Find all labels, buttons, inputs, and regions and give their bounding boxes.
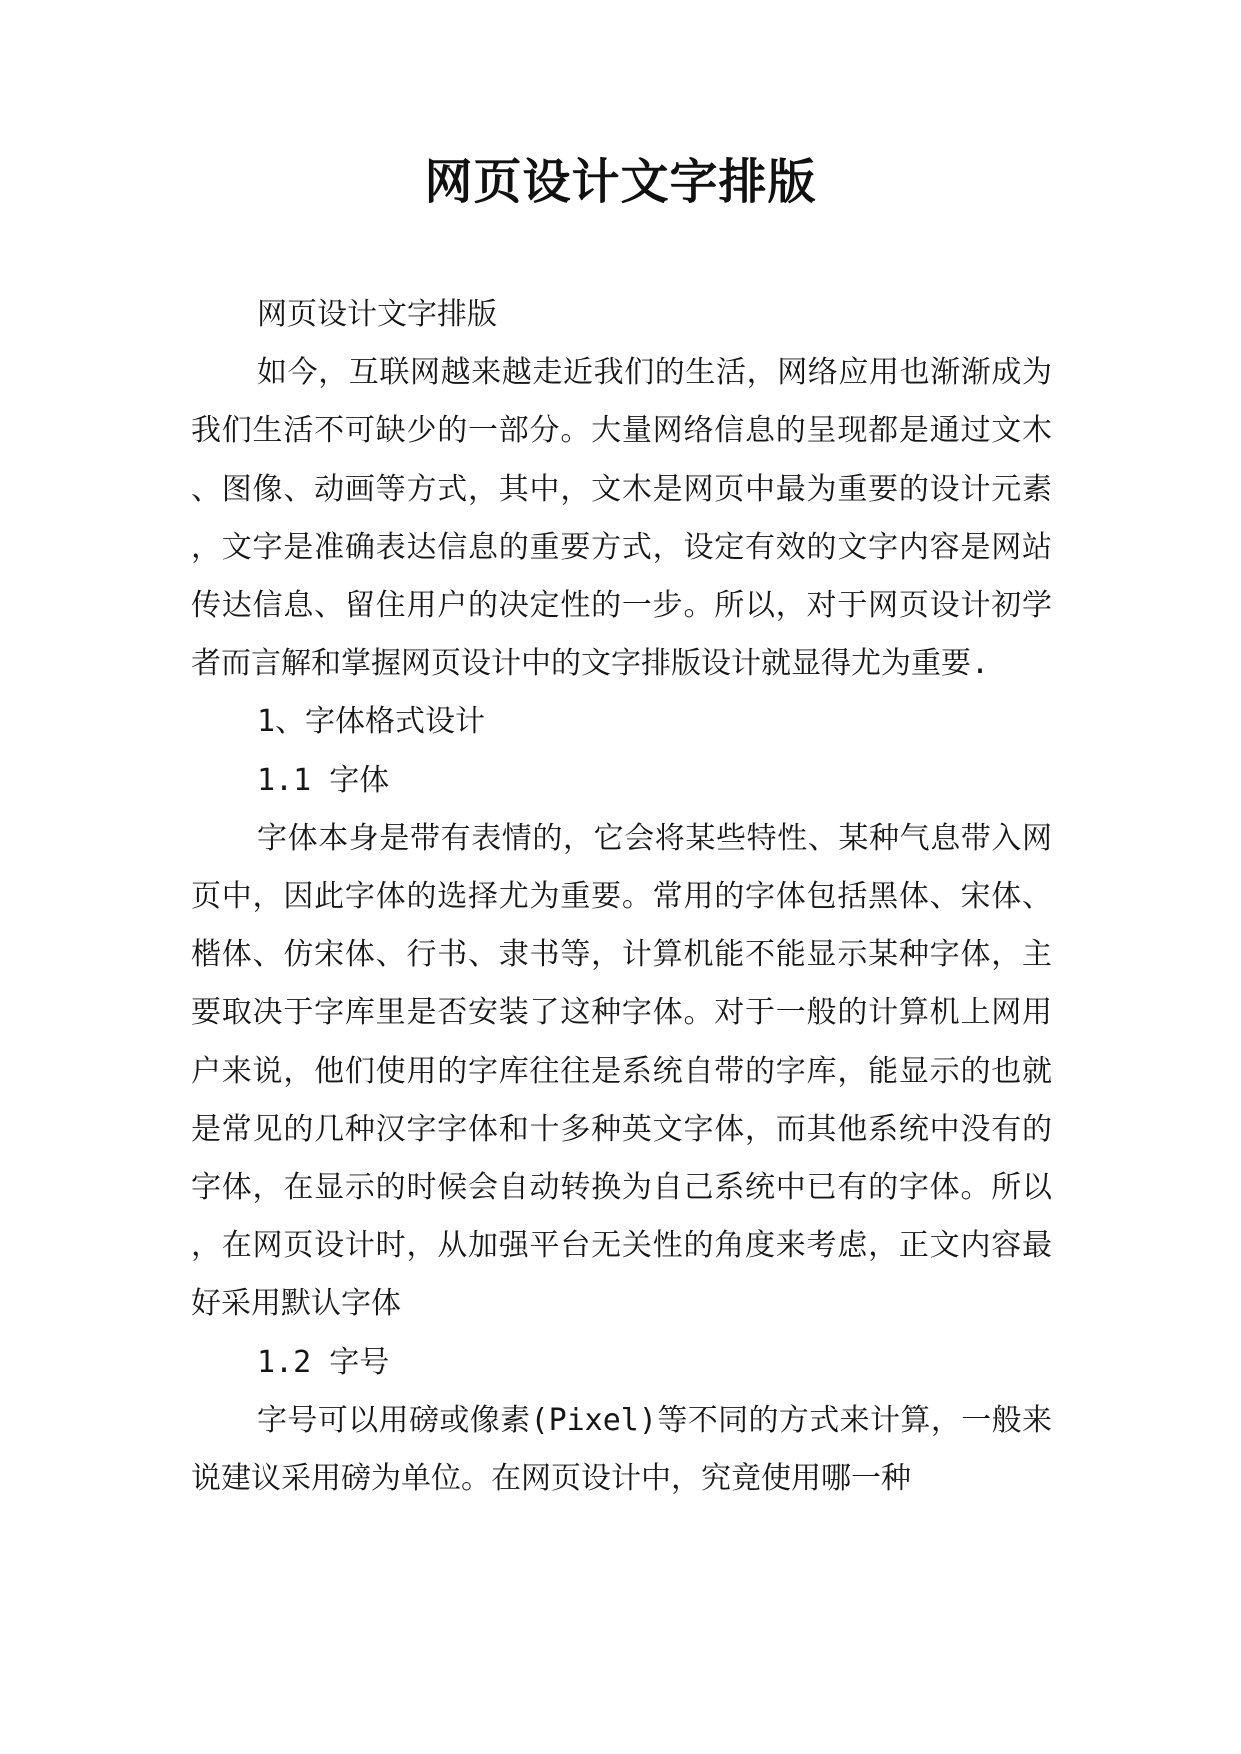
paragraph-font-size: 字号可以用磅或像素(Pixel)等不同的方式来计算，一般来说建议采用磅为单位。在网页设计中，究竟使用哪一种	[191, 1402, 1052, 1497]
paragraph-subtitle: 网页设计文字排版	[257, 297, 497, 332]
section-heading-font-format: 1、字体格式设计	[257, 704, 486, 740]
subsection-heading-font: 1.1 字体	[257, 762, 390, 798]
document-body	[191, 286, 1052, 1508]
subsection-heading-font-size: 1.2 字号	[257, 1344, 390, 1380]
document-title: 网页设计文字排版	[424, 154, 817, 210]
paragraph-font: 字体本身是带有表情的，它会将某些特性、某种气息带入网页中，因此字体的选择尤为重要。常用的字体包括黑体、宋体、楷体、仿宋体、行书、隶书等，计算机能不能显示某种字体，主要取决于字库里是否安装了这种字体。对于一般的计算机上网用户来说，他们使用的字库往往是系统自带的字库，能显示的也就是常见的几种汉字字体和十多种英文字体，而其他系统中没有的字体，在显示的时候会自动转换为自己系统中已有的字体。所以，在网页设计时，从加强平台无关性的角度来考虑，正文内容最好采用默认字体	[191, 820, 1052, 1322]
paragraph-intro: 如今，互联网越来越走近我们的生活，网络应用也渐渐成为我们生活不可缺少的一部分。大量网络信息的呈现都是通过文木、图像、动画等方式，其中，文木是网页中最为重要的设计元素，文字是准确表达信息的重要方式，设定有效的文字内容是网站传达信息、留住用户的决定性的一步。所以，对于网页设计初学者而言解和掌握网页设计中的文字排版设计就显得尤为重要.	[191, 355, 1052, 682]
